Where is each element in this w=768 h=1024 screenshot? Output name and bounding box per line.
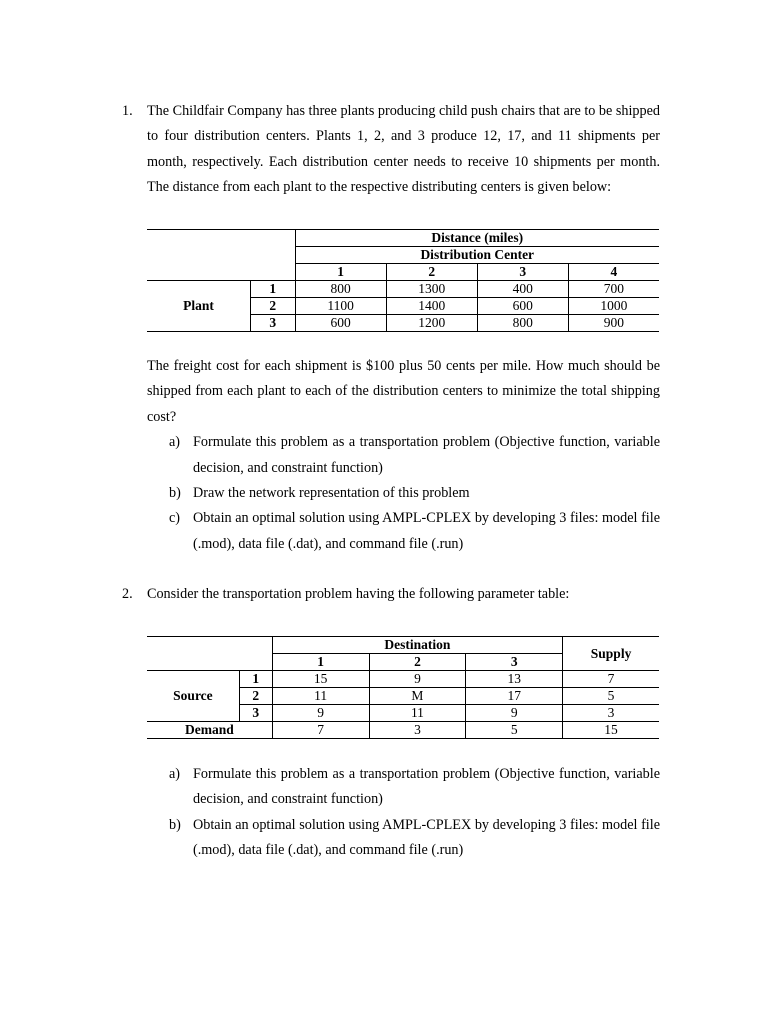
question-1-cost-text: The freight cost for each shipment is $100 plus 50 cents per mile. How much should be shipped from each plant to each of the distribution centers to minimize the total shipping cost? <box>147 358 660 425</box>
item-text: Formulate this problem as a transportation problem (Objective function, variable decision, and constraint function) <box>193 434 660 476</box>
row-label: 1 <box>239 671 272 688</box>
parameter-table <box>147 636 659 739</box>
item-label: c) <box>169 510 181 527</box>
row-label: 2 <box>251 298 296 315</box>
table-cell: 11 <box>369 705 466 722</box>
column-header: 2 <box>369 654 466 671</box>
item-text: Draw the network representation of this problem <box>193 485 470 502</box>
demand-label: Demand <box>147 722 272 739</box>
item-label: a) <box>169 766 181 782</box>
table-cell: 15 <box>272 671 369 688</box>
table-cell: 1200 <box>386 315 477 332</box>
distance-table <box>147 229 659 332</box>
supply-cell: 7 <box>563 671 659 688</box>
question-1-continued <box>122 354 660 557</box>
supply-header: Supply <box>563 637 659 671</box>
item-text: Formulate this problem as a transportation problem (Objective function, variable decision, and constraint function) <box>193 766 660 808</box>
table-cell: 1300 <box>386 281 477 298</box>
column-header: 4 <box>568 264 659 281</box>
table-cell: 17 <box>466 688 563 705</box>
list-item <box>169 481 660 506</box>
question-2-intro: Consider the transportation problem having the following parameter table: <box>147 586 570 602</box>
question-2-subitems <box>169 762 660 864</box>
table-cell: 1400 <box>386 298 477 315</box>
column-header: 3 <box>466 654 563 671</box>
table-cell: 9 <box>369 671 466 688</box>
row-label: 2 <box>239 688 272 705</box>
table-cell: 800 <box>477 315 568 332</box>
table-cell: 9 <box>272 705 369 722</box>
row-label: 3 <box>239 705 272 722</box>
list-item <box>169 506 660 557</box>
question-1-intro: The Childfair Company has three plants producing child push chairs that are to be shipped to four distribution centers. Plants 1, 2, and 3 produce 12, 17, and 11 shipments per month, respectively. Each distribution center needs to receive 10 shipments per month. The distance from each plant to the respective distributing centers is given below: <box>147 103 660 196</box>
row-group-label: Plant <box>147 281 251 332</box>
table-cell: 700 <box>568 281 659 298</box>
demand-cell: 7 <box>272 722 369 739</box>
table-cell: 11 <box>272 688 369 705</box>
row-label: 1 <box>251 281 296 298</box>
item-label: b) <box>169 485 181 502</box>
demand-cell: 5 <box>466 722 563 739</box>
question-1-subitems <box>169 430 660 557</box>
question-2-items <box>122 762 660 864</box>
list-item <box>169 762 660 813</box>
table-cell: 1100 <box>295 298 386 315</box>
column-header: 3 <box>477 264 568 281</box>
supply-cell: 5 <box>563 688 659 705</box>
item-text: Obtain an optimal solution using AMPL-CPLEX by developing 3 files: model file (.mod), data file (.dat), and command file (.run) <box>193 510 660 552</box>
table-cell: 600 <box>295 315 386 332</box>
demand-cell: 3 <box>369 722 466 739</box>
demand-total-cell: 15 <box>563 722 659 739</box>
table-cell: 1000 <box>568 298 659 315</box>
table-cell: 13 <box>466 671 563 688</box>
row-label: 3 <box>251 315 296 332</box>
column-header: 1 <box>295 264 386 281</box>
row-group-label: Source <box>147 671 239 722</box>
table-cell: 800 <box>295 281 386 298</box>
distance-header: Distance (miles) <box>295 230 659 247</box>
question-1 <box>122 99 660 201</box>
table-row <box>147 671 659 688</box>
table-cell: 900 <box>568 315 659 332</box>
table-cell: 9 <box>466 705 563 722</box>
question-number: 1. <box>122 103 133 119</box>
supply-cell: 3 <box>563 705 659 722</box>
item-text: Obtain an optimal solution using AMPL-CPLEX by developing 3 files: model file (.mod), data file (.dat), and command file (.run) <box>193 816 660 859</box>
question-number: 2. <box>122 586 133 602</box>
column-header: 1 <box>272 654 369 671</box>
item-label: a) <box>169 434 181 451</box>
distribution-center-header: Distribution Center <box>295 247 659 264</box>
item-label: b) <box>169 816 181 833</box>
table-row <box>147 281 659 298</box>
question-2 <box>122 582 660 607</box>
table-cell: 400 <box>477 281 568 298</box>
table-cell: M <box>369 688 466 705</box>
list-item <box>169 430 660 481</box>
table-row <box>147 722 659 739</box>
table-cell: 600 <box>477 298 568 315</box>
destination-header: Destination <box>272 637 562 654</box>
column-header: 2 <box>386 264 477 281</box>
list-item <box>169 813 660 864</box>
